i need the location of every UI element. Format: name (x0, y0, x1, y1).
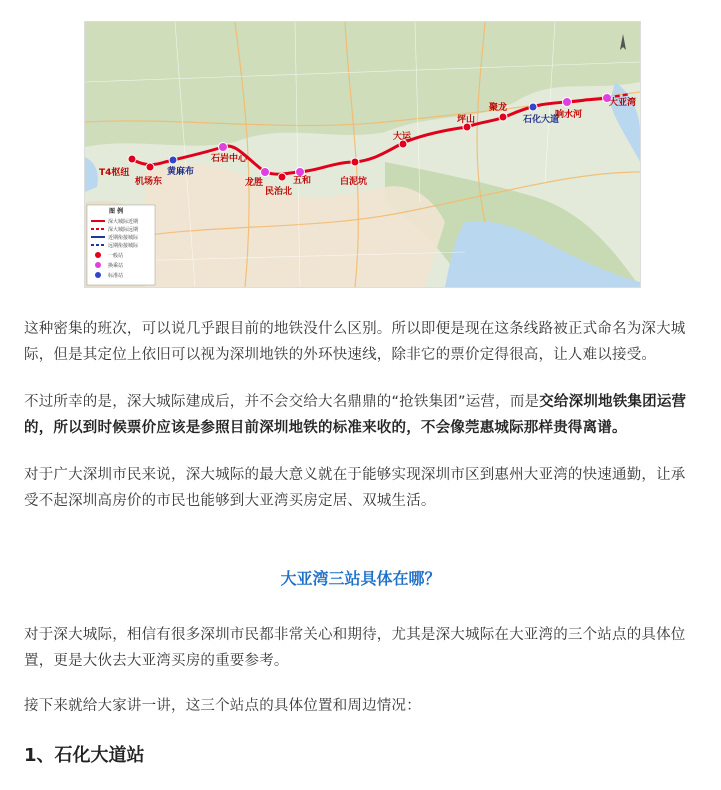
sub-heading-shihua: 1、石化大道站 (24, 745, 145, 766)
station-shiyan-center (219, 143, 228, 152)
label-minzhi-north: 民治北 (265, 187, 293, 197)
label-shihua-avenue: 石化大道 (523, 115, 560, 125)
legend-swatch-general (95, 252, 101, 258)
paragraph-operator-bold: 交给深圳地铁集团运营的，所以到时候票价应该是参照目前深圳地铁的标准来收的，不会像莞惠城际那样贵得离谱。 (24, 394, 687, 436)
station-bainikeng (351, 158, 359, 166)
label-huangmabu: 黄麻布 (167, 167, 195, 177)
station-longsheng (261, 168, 270, 177)
label-dayawan: 大亚湾 (609, 98, 637, 108)
station-xiangshuihe (563, 98, 572, 107)
section-title: 大亚湾三站具体在哪？ (280, 569, 441, 588)
label-shiyan-center: 石岩中心 (211, 154, 248, 164)
label-xiangshuihe: 响水河 (555, 110, 583, 120)
station-shihua-avenue (529, 103, 537, 111)
legend-item-far: 深大城际远期 (108, 227, 139, 233)
label-pingshan: 坪山 (457, 115, 476, 125)
legend-item-general: 一般站 (108, 253, 124, 259)
route-map-svg (85, 22, 640, 287)
station-julong (499, 113, 507, 121)
station-airport-east (146, 163, 154, 171)
paragraph-frequency: 这种密集的班次，可以说几乎跟目前的地铁没什么区别。所以即便是现在这条线路被正式命名为深大城际，但是其定位上依旧可以视为深圳地铁的外环快速线，除非它的票价定得很高，让人难以接受。 (24, 321, 686, 363)
legend-item-near: 深大城际近期 (108, 219, 139, 225)
label-airport-east: 机场东 (135, 177, 163, 187)
station-huangmabu (169, 156, 177, 164)
label-julong: 聚龙 (489, 103, 508, 113)
legend-item-standard: 标准站 (108, 273, 124, 279)
route-map-image (84, 21, 641, 288)
legend-item-connect-near: 近期衔接城际 (108, 235, 139, 241)
paragraph-significance: 对于广大深圳市民来说，深大城际的最大意义就在于能够实现深圳市区到惠州大亚湾的快速通勤，让承受不起深圳高房价的市民也能够到大亚湾买房定居、双城生活。 (24, 467, 686, 509)
legend-swatch-standard (95, 272, 101, 278)
legend-item-connect-far: 远期衔接城际 (108, 243, 139, 249)
paragraph-intro: 接下来就给大家讲一讲，这三个站点的具体位置和周边情况： (24, 698, 421, 714)
legend-swatch-interchange (95, 262, 101, 268)
paragraph-operator-normal: 不过所幸的是，深大城际建成后，并不会交给大名鼎鼎的“抢铁集团”运营，而是 (24, 394, 540, 410)
label-dayun: 大运 (393, 132, 412, 142)
label-wuhe: 五和 (293, 176, 312, 186)
map-legend (87, 205, 155, 285)
station-t4-hub (128, 155, 136, 163)
legend-title: 图 例 (109, 208, 124, 215)
label-t4-hub: T4枢纽 (99, 168, 130, 178)
label-longsheng: 龙胜 (245, 178, 264, 188)
paragraph-expectation: 对于深大城际，相信有很多深圳市民都非常关心和期待，尤其是深大城际在大亚湾的三个站点的具体位置，更是大伙去大亚湾买房的重要参考。 (24, 627, 686, 669)
paragraph-operator (24, 389, 700, 441)
station-minzhi-north (278, 173, 286, 181)
label-bainikeng: 白泥坑 (340, 177, 368, 187)
legend-item-interchange: 换乘站 (108, 263, 124, 269)
